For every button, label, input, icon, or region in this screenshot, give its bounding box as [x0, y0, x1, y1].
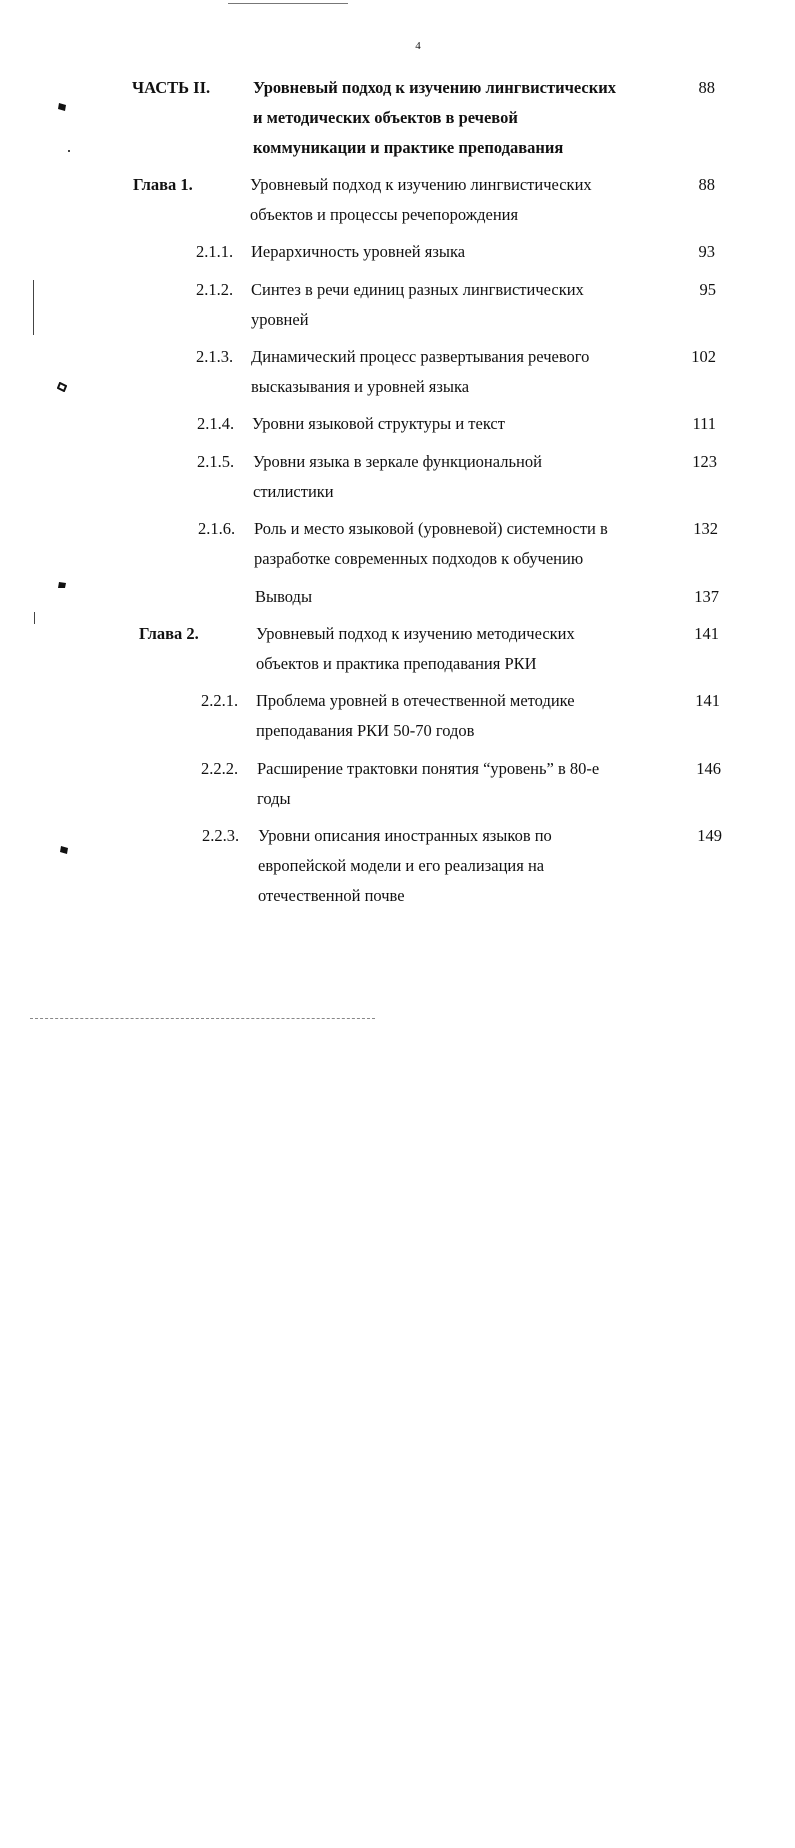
title-line: Роль и место языковой (уровневой) системности в [254, 519, 608, 538]
margin-artifact [33, 280, 34, 335]
margin-artifact [34, 612, 35, 624]
toc-section-title [253, 447, 542, 507]
title-line: Синтез в речи единиц разных лингвистических [251, 280, 584, 299]
title-line: Уровневый подход к изучению лингвистических [250, 175, 592, 194]
toc-page-number: 95 [699, 280, 716, 299]
toc-conclusions-title: Выводы [255, 587, 313, 606]
title-line: Уровни языка в зеркале функциональной [253, 452, 542, 471]
toc-section-number: 2.2.2. [201, 759, 239, 778]
title-line: Уровни описания иностранных языков по [258, 826, 552, 845]
toc-page-number: 137 [694, 587, 719, 606]
title-line: европейской модели и его реализация на [258, 856, 545, 875]
title-line: отечественной почве [258, 886, 405, 905]
toc-section-title [258, 821, 552, 911]
toc-section-number: 2.2.1. [201, 691, 239, 710]
toc-page-number: 132 [693, 519, 718, 538]
toc-section-number: 2.1.5. [197, 452, 235, 471]
scan-artifact-line [228, 3, 348, 4]
title-line: Уровни языковой структуры и текст [252, 414, 505, 433]
page-number: 4 [415, 40, 421, 52]
toc-section-title [251, 237, 465, 267]
toc-page-number: 88 [698, 78, 715, 97]
toc-section-number: 2.1.2. [196, 280, 234, 299]
toc-chapter-title [250, 170, 592, 230]
toc-chapter-title [256, 619, 575, 679]
toc-page-number: 93 [698, 242, 715, 261]
title-line: объектов и практика преподавания РКИ [256, 654, 537, 673]
toc-section-title [256, 686, 575, 746]
margin-artifact [68, 150, 70, 152]
title-line: Иерархичность уровней языка [251, 242, 466, 261]
title-line: годы [257, 789, 291, 808]
title-line: Расширение трактовки понятия “уровень” в 80-е [257, 759, 600, 778]
punch-hole-mark [59, 845, 69, 855]
toc-chapter-label: Глава 2. [139, 624, 199, 643]
scan-artifact-line [30, 1018, 375, 1019]
toc-section-title [251, 275, 584, 335]
title-line: Проблема уровней в отечественной методике [256, 691, 575, 710]
toc-page-number: 149 [697, 826, 722, 845]
toc-section-number: 2.1.1. [196, 242, 234, 261]
title-line: объектов и процессы речепорождения [250, 205, 519, 224]
title-line: преподавания РКИ 50-70 годов [256, 721, 475, 740]
toc-page-number: 123 [692, 452, 717, 471]
punch-hole-mark [57, 382, 67, 392]
title-line: коммуникации и практике преподавания [253, 138, 564, 157]
toc-part-title [253, 73, 616, 163]
title-line: и методических объектов в речевой [253, 108, 518, 127]
toc-section-title [257, 754, 599, 814]
toc-page-number: 102 [691, 347, 716, 366]
punch-hole-mark [57, 580, 67, 590]
title-line: стилистики [253, 482, 334, 501]
title-line: высказывания и уровней языка [251, 377, 470, 396]
toc-section-number: 2.1.3. [196, 347, 234, 366]
title-line: Уровневый подход к изучению лингвистических [253, 78, 617, 97]
toc-page-number: 88 [698, 175, 715, 194]
toc-section-title [252, 409, 505, 439]
toc-chapter-label: Глава 1. [133, 175, 193, 194]
toc-section-title [254, 514, 608, 574]
toc-page-number: 111 [692, 414, 716, 433]
toc-page-number: 146 [696, 759, 721, 778]
title-line: Динамический процесс развертывания речевого [251, 347, 590, 366]
toc-page-number: 141 [694, 624, 719, 643]
title-line: разработке современных подходов к обучению [254, 549, 584, 568]
punch-hole-mark [57, 102, 67, 112]
title-line: уровней [251, 310, 309, 329]
toc-part-label: ЧАСТЬ II. [132, 78, 211, 97]
toc-page-number: 141 [695, 691, 720, 710]
toc-section-number: 2.1.6. [198, 519, 236, 538]
toc-section-number: 2.1.4. [197, 414, 235, 433]
toc-section-title [251, 342, 589, 402]
title-line: Уровневый подход к изучению методических [256, 624, 575, 643]
toc-section-number: 2.2.3. [202, 826, 240, 845]
